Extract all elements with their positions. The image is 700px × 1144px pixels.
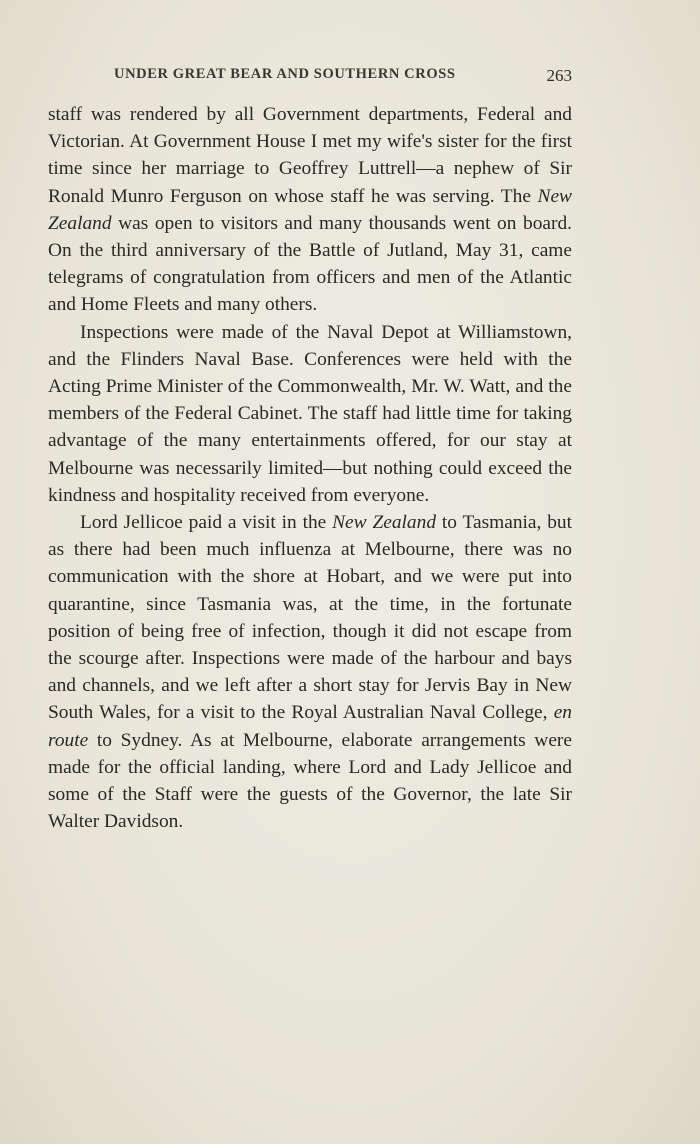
paragraph-3-text-2: to Tasmania, but as there had been much influenza at Melbourne, there was no communication with the shore at Hobart, and we were put into quarantine, since Tasmania was, at the time, in the fortunate position of being free of infection, though it did not escape from the scourge after. Inspections were made of the harbour and bays and channels, and we left after a short stay for Jervis Bay in New South Wales, for a visit to the Royal Australian Naval College, — [48, 512, 572, 724]
running-title: UNDER GREAT BEAR AND SOUTHERN CROSS — [114, 66, 456, 82]
ship-name-italic: New Zealand — [48, 185, 572, 234]
paragraph-3-text-1: Lord Jellicoe paid a visit in the — [80, 512, 333, 534]
paragraph-2 — [48, 319, 572, 509]
paragraph-2-text-1: Inspections were made of the Naval Depot at Williamstown, and the Flinders Naval Base. Conferences were held with the Acting Prime Minister of the Commonwealth, Mr. W. Watt, and the members of the Federal Cabinet. The staff had little time for taking advantage of the many entertainments offered, for our stay at Melbourne was necessarily limited—but nothing could exceed the kindness and hospitality received from everyone. — [48, 321, 572, 506]
paragraph-3 — [48, 509, 572, 835]
ship-name-italic: New Zealand — [332, 512, 437, 534]
running-head — [48, 66, 572, 88]
paragraph-1-text-2: was open to visitors and many thousands went on board. On the third anniversary of the Battle of Jutland, May 31, came telegrams of congratulation from officers and men of the Atlantic and Home Fleets and many others. — [48, 212, 572, 316]
paragraph-3-text-3: to Sydney. As at Melbourne, elaborate arrangements were made for the official landing, where Lord and Lady Jellicoe and some of the Staff were the guests of the Governor, the late Sir Walter Davidson. — [48, 729, 572, 833]
en-route-italic: en route — [48, 702, 572, 751]
page-number: 263 — [546, 66, 572, 85]
paragraph-1-text-1: staff was rendered by all Government departments, Federal and Victorian. At Government House I met my wife's sister for the first time since her marriage to Geoffrey Luttrell—a nephew of Sir Ronald Munro Ferguson on whose staff he was serving. The — [48, 104, 572, 207]
body-text — [48, 101, 572, 835]
paragraph-1 — [48, 101, 572, 319]
